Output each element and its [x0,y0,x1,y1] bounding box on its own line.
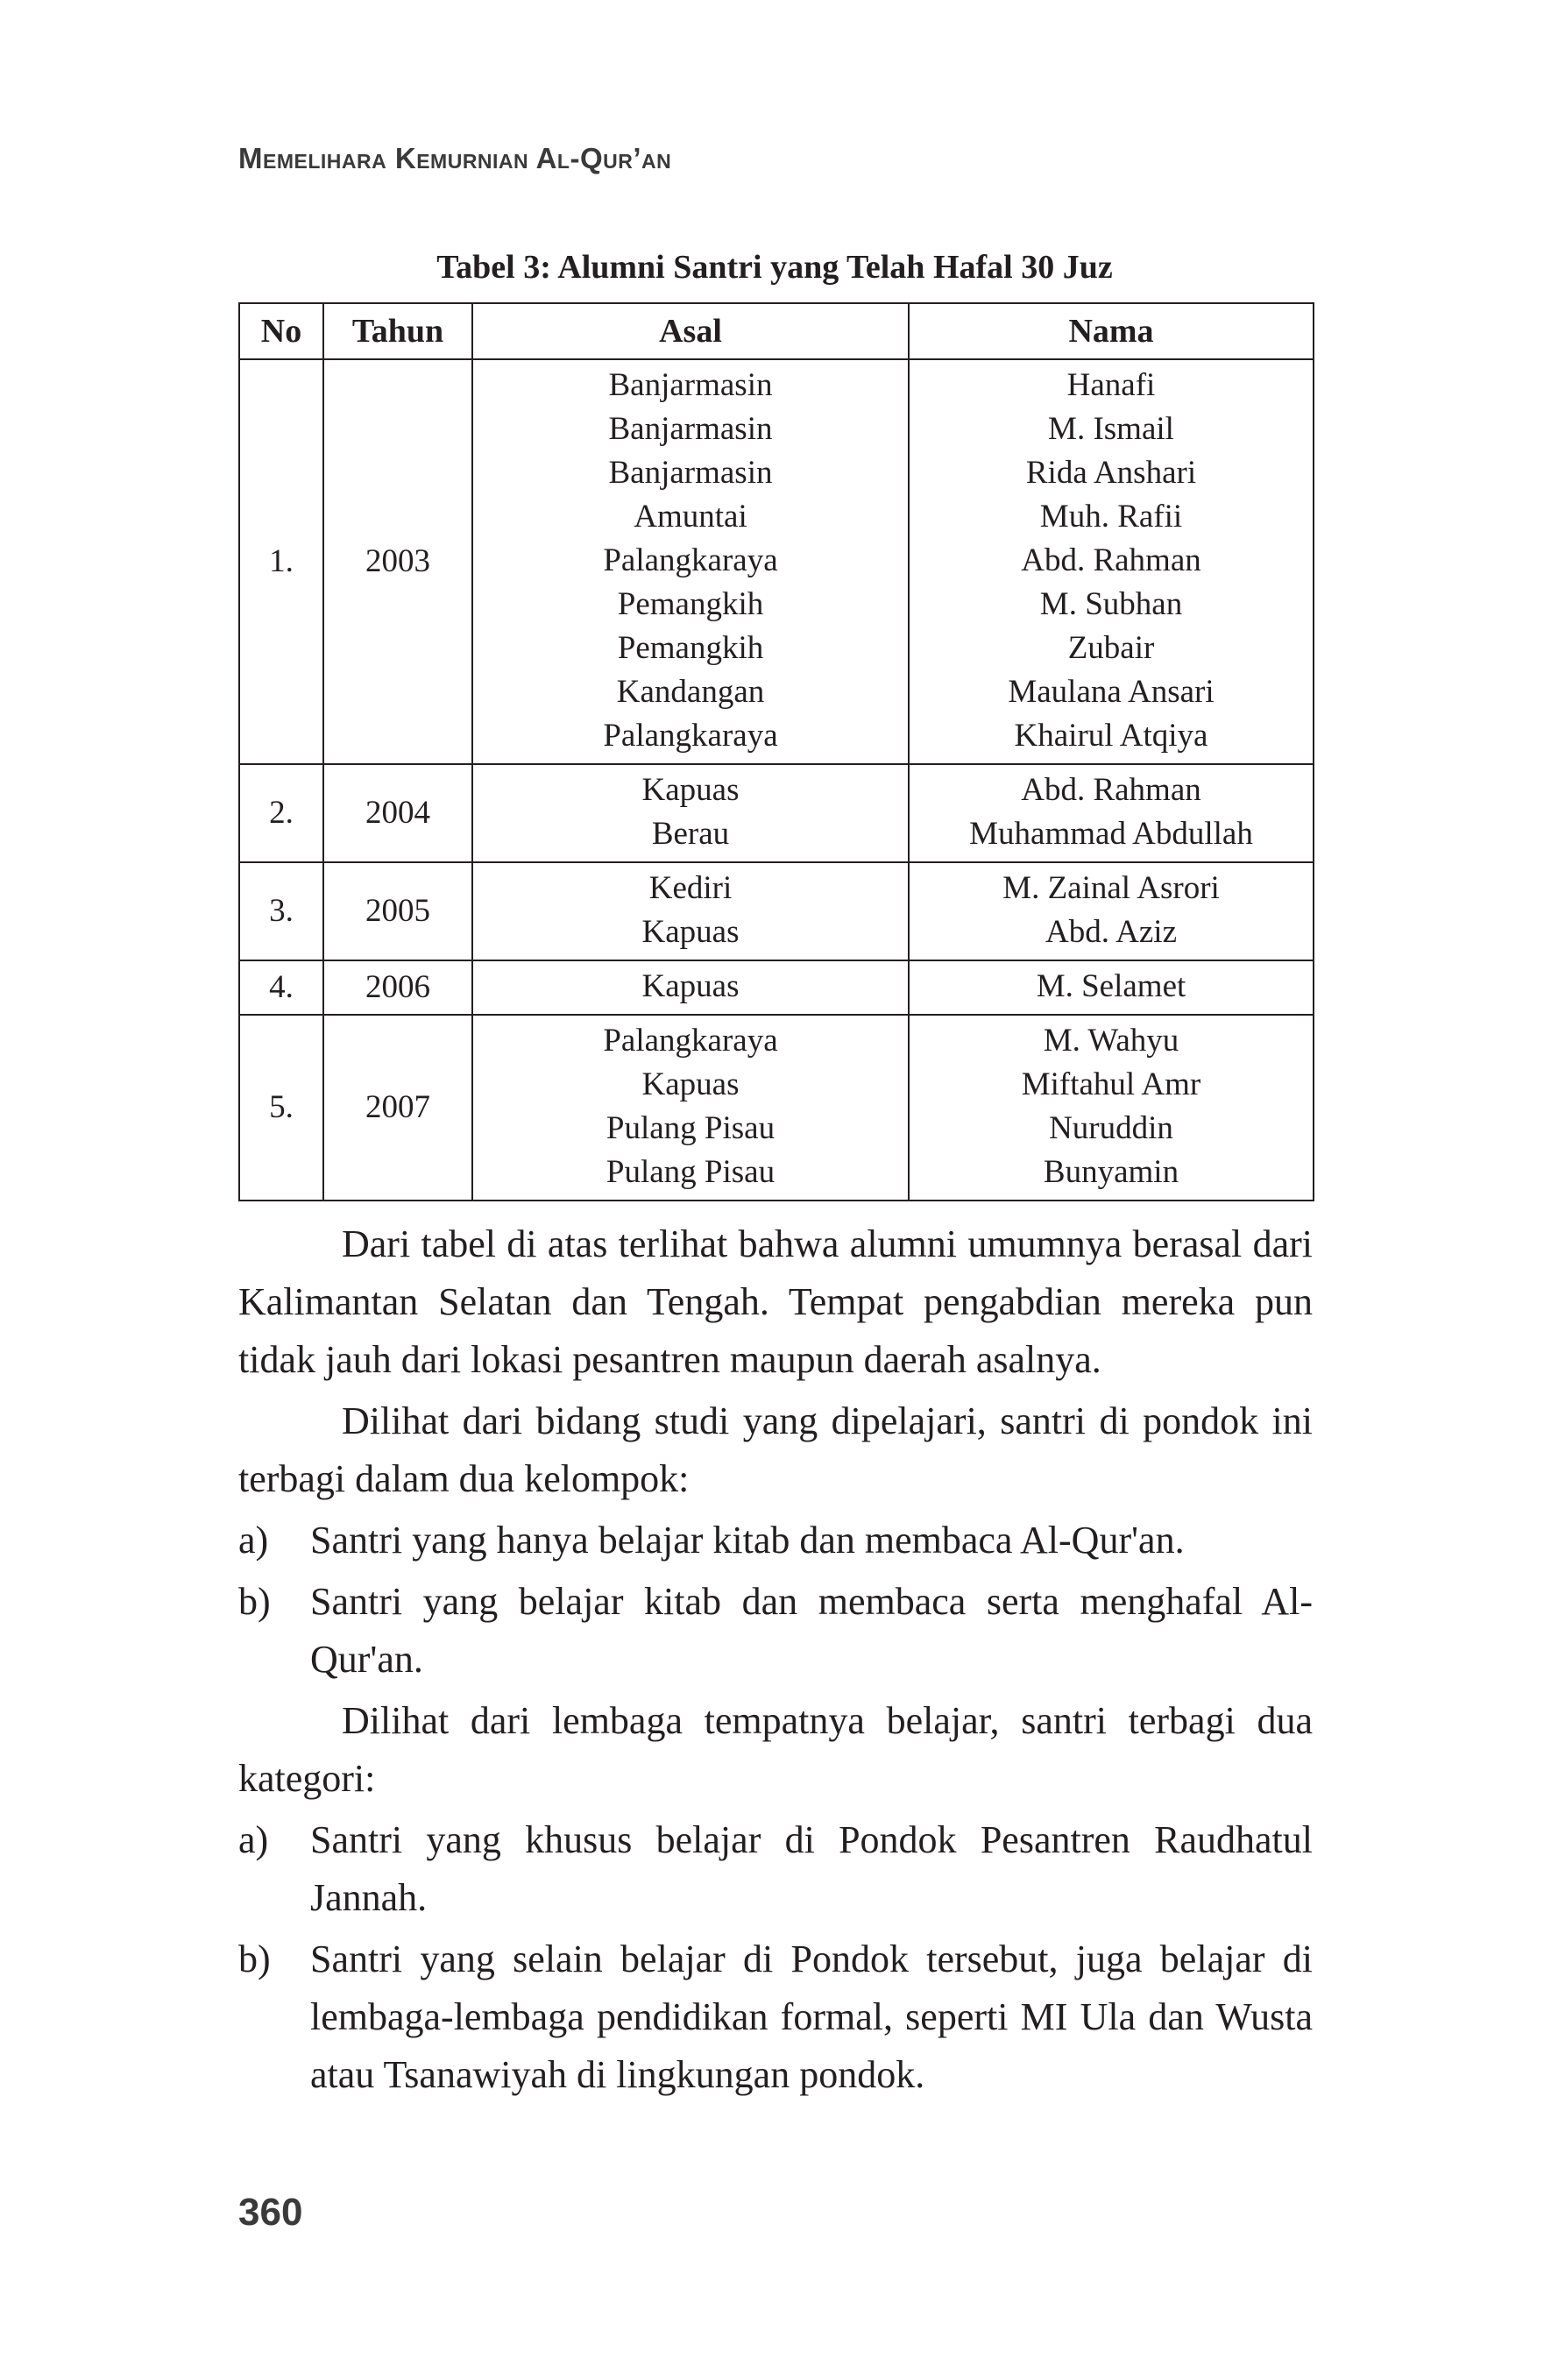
asal-line: Palangkaraya [603,542,778,578]
asal-line: Kapuas [641,1066,740,1102]
list-item-text: Santri yang belajar kitab dan membaca serta menghafal Al-Qur'an. [310,1580,1313,1681]
nama-line: Abd. Aziz [1045,914,1178,950]
column-header-tahun: Tahun [323,303,472,359]
nama-line: Muhammad Abdullah [969,816,1253,852]
asal-line: Kapuas [641,772,740,808]
cell-asal [472,359,909,764]
cell-nama [909,960,1314,1015]
body-text [238,1215,1313,2107]
cell-asal [472,764,909,862]
nama-line: M. Wahyu [1043,1023,1179,1059]
cell-no: 5. [239,1015,323,1201]
nama-line: Nuruddin [1049,1110,1173,1146]
asal-line: Kandangan [616,674,765,710]
cell-asal [472,1015,909,1201]
cell-nama [909,862,1314,960]
asal-line: Pemangkih [617,630,764,666]
nama-line: Abd. Rahman [1021,772,1201,808]
list-item [238,1573,1313,1689]
asal-line: Kapuas [641,914,740,950]
list-marker: a) [238,1818,269,1861]
asal-line: Pulang Pisau [606,1154,776,1190]
column-header-no: No [239,303,323,359]
nama-line: M. Subhan [1039,586,1183,622]
nama-line: Zubair [1067,630,1155,666]
asal-line: Pemangkih [617,586,764,622]
list-item [238,1811,1313,1927]
list-item-text: Santri yang selain belajar di Pondok tersebut, juga belajar di lembaga-lembaga pendidikan formal, seperti MI Ula dan Wusta atau Tsanawiyah di lingkungan pondok. [310,1937,1313,2096]
cell-tahun: 2003 [323,359,472,764]
alumni-table [238,302,1314,1201]
nama-line: Abd. Rahman [1021,542,1201,578]
table-row [239,359,1314,764]
column-header-asal: Asal [472,303,909,359]
cell-tahun: 2007 [323,1015,472,1201]
nama-line: M. Selamet [1036,968,1186,1004]
asal-line: Pulang Pisau [606,1110,776,1146]
table-header-row [239,303,1314,359]
cell-nama [909,359,1314,764]
nama-line: Khairul Atqiya [1014,718,1208,754]
list-marker: b) [238,1580,271,1623]
nama-line: M. Zainal Asrori [1002,870,1220,906]
list-marker: a) [238,1519,269,1562]
nama-line: Maulana Ansari [1008,674,1215,710]
nama-line: Bunyamin [1043,1154,1179,1190]
cell-nama [909,1015,1314,1201]
asal-line: Kapuas [641,968,740,1004]
cell-tahun: 2005 [323,862,472,960]
column-header-nama: Nama [909,303,1314,359]
table-row [239,1015,1314,1201]
cell-asal [472,862,909,960]
list-item-text: Santri yang hanya belajar kitab dan membaca Al-Qur'an. [310,1519,1185,1562]
list-marker: b) [238,1937,271,1980]
table-row [239,960,1314,1015]
cell-no: 4. [239,960,323,1015]
asal-line: Berau [651,816,730,852]
asal-line: Palangkaraya [603,718,778,754]
paragraph-3: Dilihat dari lembaga tempatnya belajar, santri terbagi dua kategori: [238,1699,1313,1800]
table-caption: Tabel 3: Alumni Santri yang Telah Hafal 30 Juz [436,249,1113,286]
nama-line: M. Ismail [1048,411,1174,447]
list-item-text: Santri yang khusus belajar di Pondok Pesantren Raudhatul Jannah. [310,1818,1313,1919]
asal-line: Amuntai [634,499,747,535]
list-item [238,1512,1313,1569]
nama-line: Rida Anshari [1025,455,1197,491]
paragraph-1: Dari tabel di atas terlihat bahwa alumni umumnya berasal dari Kalimantan Selatan dan Tengah. Tempat pengabdian mereka pun tidak jauh dari lokasi pesantren maupun daerah asalnya. [238,1222,1313,1381]
cell-no: 1. [239,359,323,764]
cell-tahun: 2004 [323,764,472,862]
asal-line: Banjarmasin [608,455,773,491]
nama-line: Muh. Rafii [1039,499,1183,535]
cell-asal [472,960,909,1015]
nama-line: Miftahul Amr [1021,1066,1201,1102]
running-head: Memelihara Kemurnian Al-Qur’an [238,142,672,174]
cell-tahun: 2006 [323,960,472,1015]
table-row [239,862,1314,960]
nama-line: Hanafi [1066,367,1156,403]
table-row [239,764,1314,862]
asal-line: Kediri [648,870,733,906]
asal-line: Banjarmasin [608,367,773,403]
paragraph-2: Dilihat dari bidang studi yang dipelajari, santri di pondok ini terbagi dalam dua kelompok: [238,1399,1313,1500]
cell-no: 2. [239,764,323,862]
cell-nama [909,764,1314,862]
list-item [238,1930,1313,2104]
asal-line: Palangkaraya [603,1023,778,1059]
page-number: 360 [238,2191,303,2234]
asal-line: Banjarmasin [608,411,773,447]
cell-no: 3. [239,862,323,960]
